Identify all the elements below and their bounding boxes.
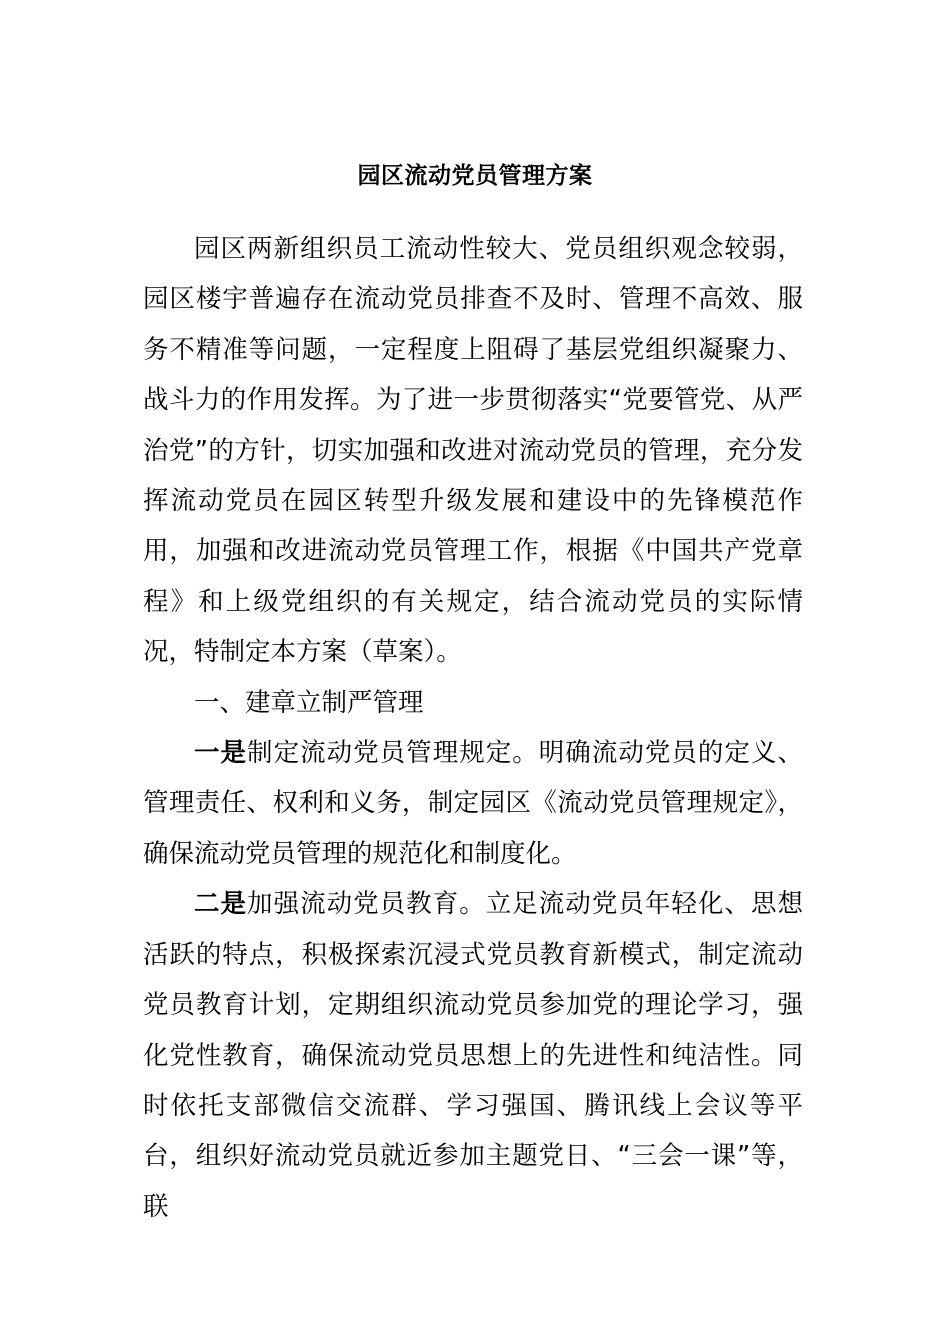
paragraph-intro bbox=[143, 224, 803, 678]
paragraph-item-2 bbox=[143, 879, 803, 1232]
paragraph-item-1 bbox=[143, 728, 803, 879]
document-title: 园区流动党员管理方案 bbox=[357, 163, 593, 189]
section-heading bbox=[143, 678, 803, 728]
paragraph-text: 园区两新组织员工流动性较大、党员组织观念较弱，园区楼宇普遍存在流动党员排查不及时、管理不高效、服务不精准等问题，一定程度上阻碍了基层党组织凝聚力、战斗力的作用发挥。为了进一步贯彻落实“党要管党、从严治党”的方针，切实加强和改进对流动党员的管理，充分发挥流动党员在园区转型升级发展和建设中的先锋模范作用，加强和改进流动党员管理工作，根据《中国共产党章程》和上级党组织的有关规定，结合流动党员的实际情况，特制定本方案（草案）。 bbox=[143, 234, 803, 668]
paragraph-text: 加强流动党员教育。立足流动党员年轻化、思想活跃的特点，积极探索沉浸式党员教育新模式，制定流动党员教育计划，定期组织流动党员参加党的理论学习，强化党性教育，确保流动党员思想上的先进性和纯洁性。同时依托支部微信交流群、学习强国、腾讯线上会议等平台，组织好流动党员就近参加主题党日、“三会一课”等，联 bbox=[143, 889, 803, 1222]
paragraph-text: 制定流动党员管理规定。明确流动党员的定义、管理责任、权利和义务，制定园区《流动党员管理规定》，确保流动党员管理的规范化和制度化。 bbox=[143, 738, 803, 869]
document-body bbox=[143, 224, 803, 1232]
section-heading-text: 一、建章立制严管理 bbox=[194, 687, 424, 718]
paragraph-lead: 一是 bbox=[194, 738, 248, 769]
paragraph-lead: 二是 bbox=[194, 889, 248, 920]
